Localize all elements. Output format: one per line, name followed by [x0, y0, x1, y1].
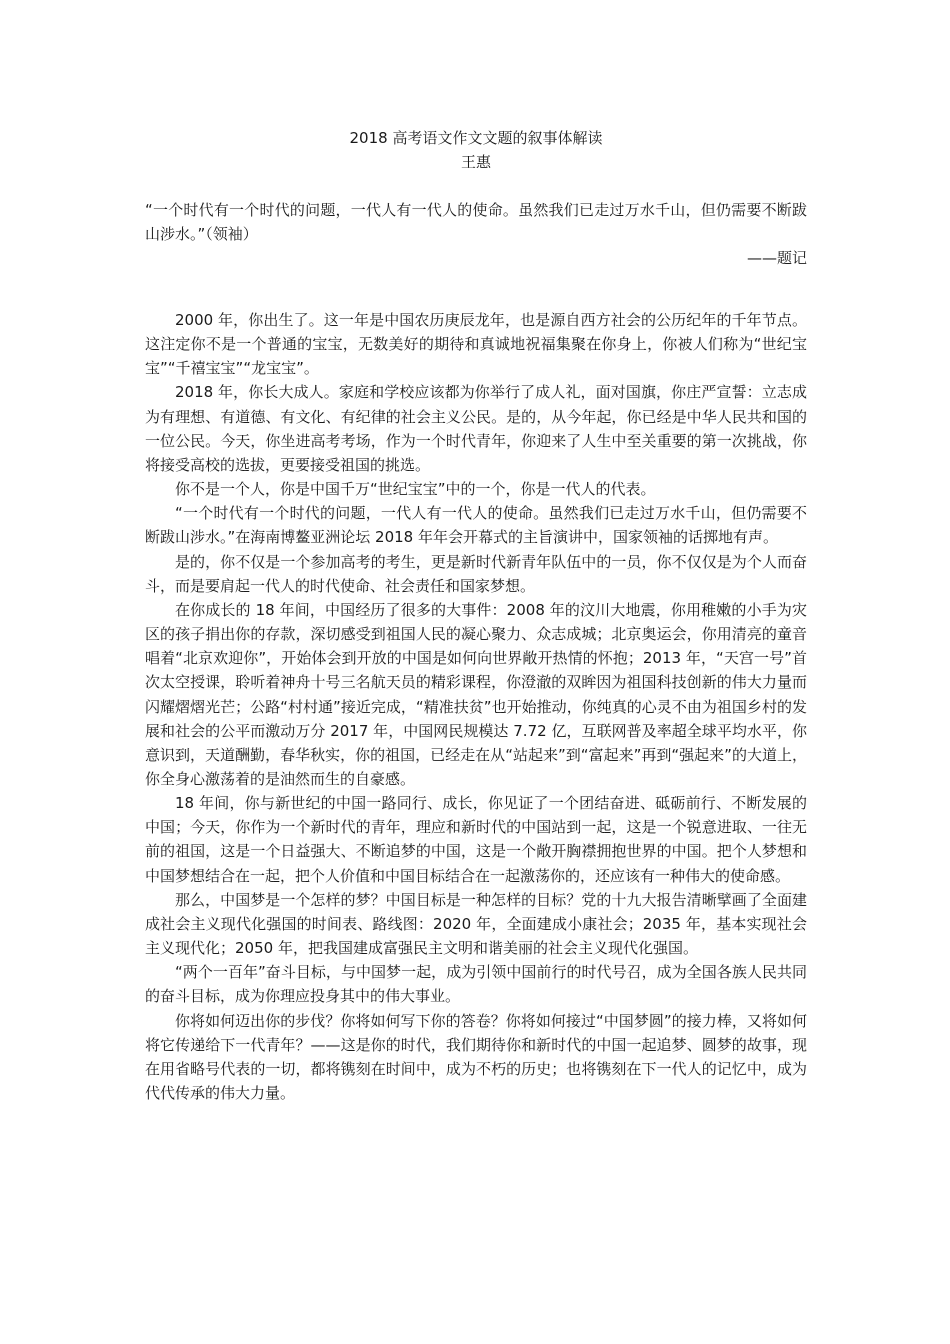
- document-title: 2018 高考语文作文文题的叙事体解读: [349, 129, 603, 147]
- document-author: 王惠: [460, 153, 491, 171]
- paragraph: 是的，你不仅是一个参加高考的考生，更是新时代新青年队伍中的一员，你不仅仅是为个人而奋斗，而是要肩起一代人的时代使命、社会责任和国家梦想。: [145, 552, 807, 595]
- document-page: [145, 126, 807, 1105]
- paragraph: 18 年间，你与新世纪的中国一路同行、成长，你见证了一个团结奋进、砥砺前行、不断发展的中国；今天，你作为一个新时代的青年，理应和新时代的中国站到一起，这是一个锐意进取、一往无前的祖国，这是一个日益强大、不断追梦的中国，这是一个敞开胸襟拥抱世界的中国。把个人梦想和中国梦想结合在一起，把个人价值和中国目标结合在一起激荡你的，还应该有一种伟大的使命感。: [145, 794, 807, 885]
- paragraph: 2000 年，你出生了。这一年是中国农历庚辰龙年，也是源自西方社会的公历纪年的千年节点。这注定你不是一个普通的宝宝，无数美好的期待和真诚地祝福集聚在你身上，你被人们称为“世纪宝宝”“千禧宝宝”“龙宝宝”。: [145, 311, 807, 378]
- paragraph: “一个时代有一个时代的问题，一代人有一代人的使命。虽然我们已走过万水千山，但仍需要不断跋山涉水。”在海南博鳌亚洲论坛 2018 年年会开幕式的主旨演讲中，国家领袖的话掷地有声。: [145, 504, 807, 547]
- paragraph: 那么，中国梦是一个怎样的梦？中国目标是一种怎样的目标？党的十九大报告清晰擘画了全面建成社会主义现代化强国的时间表、路线图：2020 年，全面建成小康社会；2035 年，基本实现社会主义现代化；2050 年，把我国建成富强民主文明和谐美丽的社会主义现代化强国。: [145, 890, 807, 958]
- epigraph-quote: “一个时代有一个时代的问题，一代人有一代人的使命。虽然我们已走过万水千山，但仍需要不断跋山涉水。”（领袖）: [145, 201, 807, 243]
- paragraph: “两个一百年”奋斗目标，与中国梦一起，成为引领中国前行的时代号召，成为全国各族人民共同的奋斗目标，成为你理应投身其中的伟大事业。: [145, 963, 807, 1006]
- epigraph-signature: ——题记: [746, 249, 807, 267]
- paragraph: 你将如何迈出你的步伐？你将如何写下你的答卷？你将如何接过“中国梦圆”的接力棒，又将如何将它传递给下一代青年？——这是你的时代，我们期待你和新时代的中国一起追梦、圆梦的故事，现在用省略号代表的一切，都将镌刻在时间中，成为不朽的历史；也将镌刻在下一代人的记忆中，成为代代传承的伟大力量。: [145, 1011, 807, 1102]
- paragraph: 2018 年，你长大成人。家庭和学校应该都为你举行了成人礼，面对国旗，你庄严宣誓：立志成为有理想、有道德、有文化、有纪律的社会主义公民。是的，从今年起，你已经是中华人民共和国的一位公民。今天，你坐进高考考场，作为一个时代青年，你迎来了人生中至关重要的第一次挑战，你将接受高校的选拔，更要接受祖国的挑选。: [145, 383, 807, 474]
- paragraph: 在你成长的 18 年间，中国经历了很多的大事件：2008 年的汶川大地震，你用稚嫩的小手为灾区的孩子捐出你的存款，深切感受到祖国人民的凝心聚力、众志成城；北京奥运会，你用清亮的童音唱着“北京欢迎你”，开始体会到开放的中国是如何向世界敞开热情的怀抱；2013 年，“天宫一号”首次太空授课，聆听着神舟十号三名航天员的精彩课程，你澄澈的双眸因为祖国科技创新的伟大力量而闪耀熠熠光芒；公路“村村通”接近完成，“精准扶贫”也开始推动，你纯真的心灵不由为祖国乡村的发展和社会的公平而激动万分 2017 年，中国网民规模达 7.72 亿，互联网普及率超全球平均水平，你意识到，天道酬勤，春华秋实，你的祖国，已经走在从“站起来”到“富起来”再到“强起来”的大道上，你全身心激荡着的是油然而生的自豪感。: [145, 600, 807, 788]
- article-body: [145, 308, 807, 1105]
- paragraph: 你不是一个人，你是中国千万“世纪宝宝”中的一个，你是一代人的代表。: [175, 480, 656, 499]
